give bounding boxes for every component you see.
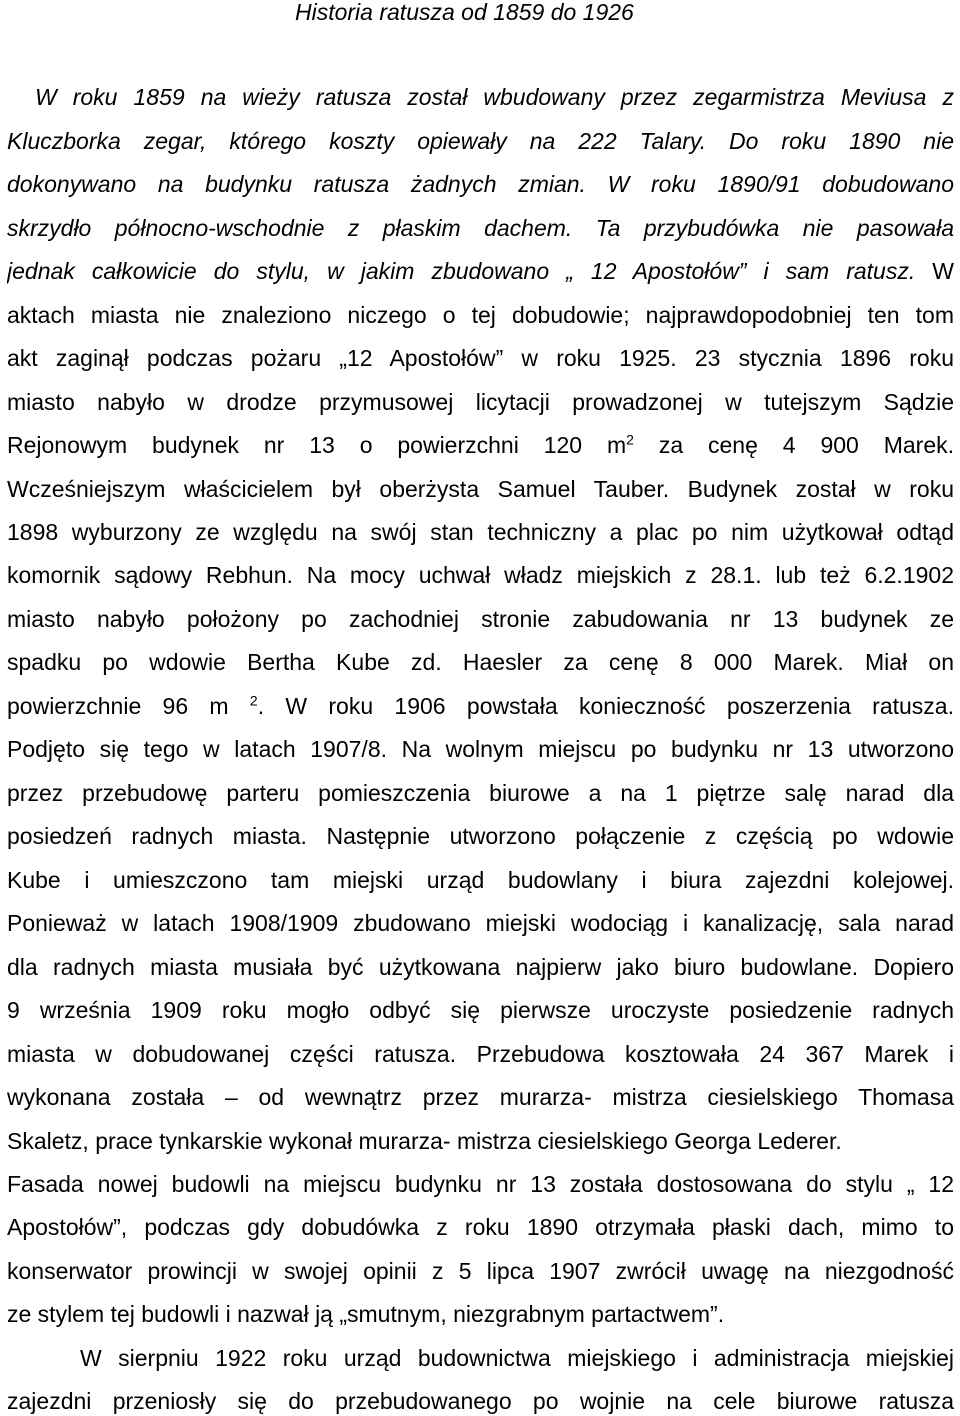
superscript: 2 — [249, 692, 258, 709]
text-line: W sierpniu 1922 roku urząd budownictwa miejskiego i administracja miejskiej — [80, 1344, 954, 1371]
text-line: miasto nabyło położony po zachodniej stronie zabudowania nr 13 budynek ze — [7, 605, 954, 632]
text-line: Skaletz, prace tynkarskie wykonał murarza- mistrza ciesielskiego Georga Lederer. — [7, 1127, 842, 1154]
text-line — [7, 424, 954, 467]
text-segment-italic: jednak całkowicie do stylu, w jakim zbudowano „ 12 Apostołów” i sam ratusz. — [7, 258, 916, 285]
text-line: komornik sądowy Rebhun. Na mocy uchwał władz miejskich z 28.1. lub też 6.2.1902 — [7, 562, 954, 589]
text-segment: . W roku 1906 powstała konieczność poszerzenia ratusza. — [257, 692, 954, 719]
text-line: skrzydło północno-wschodnie z płaskim dachem. Ta przybudówka nie pasowała — [7, 214, 954, 241]
text-segment: powierzchnie 96 m — [7, 692, 250, 719]
text-line: Kube i umieszczono tam miejski urząd budowlany i biura zajezdni kolejowej. — [7, 866, 954, 893]
text-line: ze stylem tej budowli i nazwał ją „smutnym, niezgrabnym partactwem”. — [7, 1301, 725, 1328]
text-line: miasta w dobudowanej części ratusza. Przebudowa kosztowała 24 367 Marek i — [7, 1040, 954, 1067]
text-line — [7, 250, 954, 293]
text-line: Podjęto się tego w latach 1907/8. Na wolnym miejscu po budynku nr 13 utworzono — [7, 736, 954, 763]
superscript: 2 — [626, 431, 634, 448]
text-line: konserwator prowincji w swojej opinii z 5 lipca 1907 zwrócił uwagę na niezgodność — [7, 1257, 954, 1284]
text-line: Ponieważ w latach 1908/1909 zbudowano miejski wodociąg i kanalizację, sala narad — [7, 910, 954, 937]
text-line: akt zaginął podczas pożaru „12 Apostołów” w roku 1925. 23 stycznia 1896 roku — [7, 345, 954, 372]
text-line: miasto nabyło w drodze przymusowej licytacji prowadzonej w tutejszym Sądzie — [7, 388, 954, 415]
text-line: wykonana została – od wewnątrz przez murarza- mistrza ciesielskiego Thomasa — [7, 1084, 954, 1111]
text-line: dla radnych miasta musiała być użytkowana najpierw jako biuro budowlane. Dopiero — [7, 953, 954, 980]
text-line: spadku po wdowie Bertha Kube zd. Haesler za cenę 8 000 Marek. Miał on — [7, 649, 954, 676]
text-line: Apostołów”, podczas gdy dobudówka z roku 1890 otrzymała płaski dach, mimo to — [7, 1214, 954, 1241]
text-segment: za cenę 4 900 Marek. — [633, 432, 954, 459]
text-segment: Rejonowym budynek nr 13 o powierzchni 120 m — [7, 432, 627, 459]
text-line: posiedzeń radnych miasta. Następnie utworzono połączenie z częścią po wdowie — [7, 823, 954, 850]
document-body — [7, 76, 954, 1415]
text-line: dokonywano na budynku ratusza żadnych zmian. W roku 1890/91 dobudowano — [7, 171, 954, 198]
text-line: aktach miasta nie znaleziono niczego o tej dobudowie; najprawdopodobniej ten tom — [7, 301, 954, 328]
text-segment: W — [932, 258, 954, 285]
text-line: zajezdni przeniosły się do przebudowanego po wojnie na cele biurowe ratusza — [7, 1388, 954, 1415]
text-line: Fasada nowej budowli na miejscu budynku nr 13 została dostosowana do stylu „ 12 — [7, 1171, 954, 1198]
document-title: Historia ratusza od 1859 do 1926 — [295, 0, 634, 25]
text-line: Kluczborka zegar, którego koszty opiewały na 222 Talary. Do roku 1890 nie — [7, 127, 954, 154]
text-line: 9 września 1909 roku mogło odbyć się pierwsze uroczyste posiedzenie radnych — [7, 997, 954, 1024]
text-line: Wcześniejszym właścicielem był oberżysta Samuel Tauber. Budynek został w roku — [7, 475, 954, 502]
text-line: 1898 wyburzony ze względu na swój stan techniczny a plac po nim użytkował odtąd — [7, 518, 954, 545]
text-line: przez przebudowę parteru pomieszczenia biurowe a na 1 piętrze salę narad dla — [7, 779, 954, 806]
text-line: W roku 1859 na wieży ratusza został wbudowany przez zegarmistrza Meviusa z — [35, 84, 954, 111]
text-line — [7, 685, 954, 728]
